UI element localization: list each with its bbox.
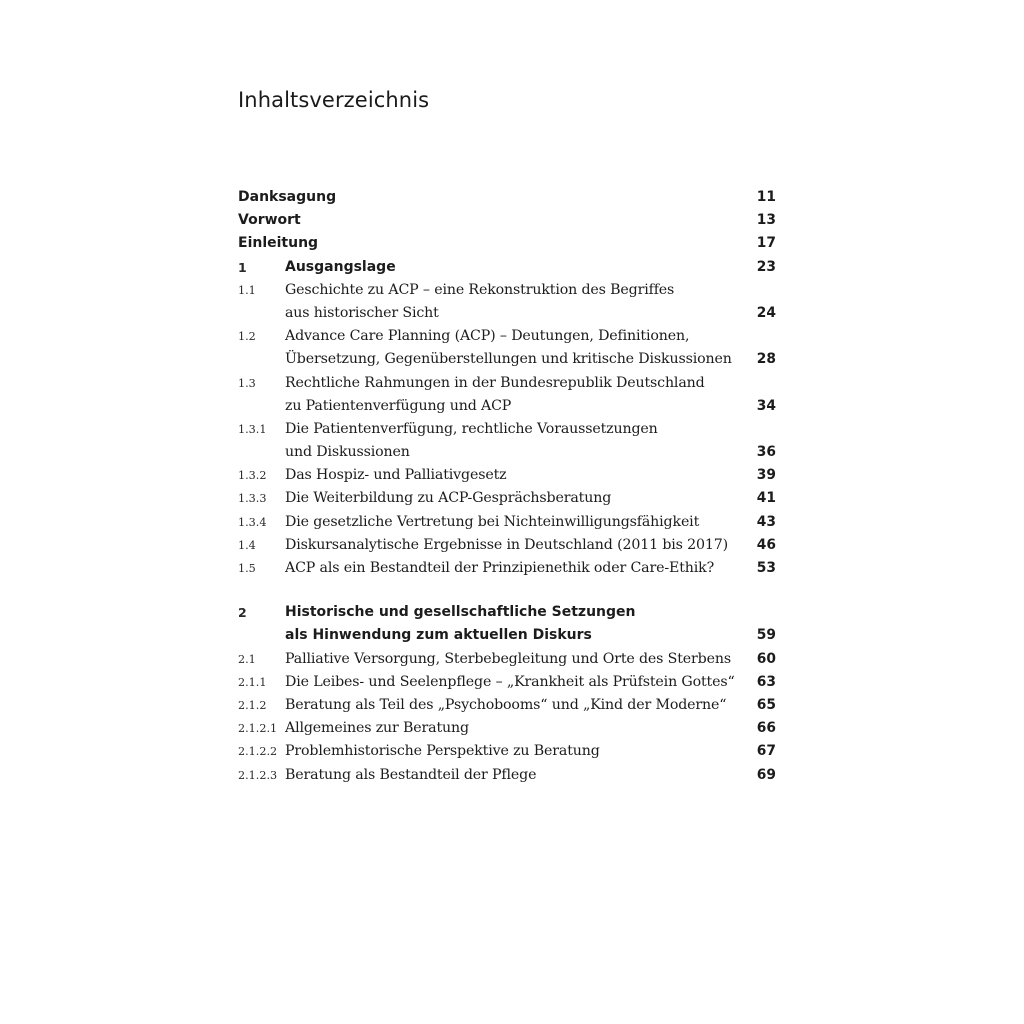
toc-entry-1-3-2	[238, 464, 778, 487]
toc-entry-2-1-2-3	[238, 764, 778, 787]
toc-entry-title: Die gesetzliche Vertretung bei Nichteinwilligungsfähigkeit	[285, 513, 700, 530]
toc-entry-number: 2.1	[238, 652, 256, 666]
toc-entry-number: 1.3.1	[238, 422, 267, 436]
toc-entry-title: und Diskussionen	[285, 444, 410, 461]
toc-entry-page: 60	[756, 650, 776, 667]
toc-entry-1-2-cont	[238, 348, 778, 371]
toc-entry-number: 1.4	[238, 538, 256, 552]
toc-entry-page: 46	[756, 536, 776, 553]
toc-entry-danksagung	[238, 186, 778, 209]
toc-entry-1-2	[238, 325, 778, 348]
toc-entry-einleitung	[238, 232, 778, 255]
toc-entry-1-3-1	[238, 418, 778, 441]
toc-entry-title: als Hinwendung zum aktuellen Diskurs	[285, 627, 592, 644]
toc-entry-number: 1.3.2	[238, 469, 267, 483]
toc-entry-page: 65	[756, 696, 776, 713]
toc-entry-number: 1.3.3	[238, 492, 267, 506]
toc-entry-title: Palliative Versorgung, Sterbebegleitung und Orte des Sterbens	[285, 650, 731, 667]
toc-entry-number: 1.2	[238, 330, 256, 344]
toc-entry-1-3-3	[238, 487, 778, 510]
toc-chapter-2-cont	[238, 624, 778, 647]
toc-entry-page: 43	[756, 513, 776, 530]
toc-entry-number: 1.3.4	[238, 515, 267, 529]
chapter-spacer	[238, 580, 778, 601]
toc-entry-page: 28	[756, 351, 776, 368]
toc-entry-title: Diskursanalytische Ergebnisse in Deutschland (2011 bis 2017)	[285, 536, 729, 553]
toc-entry-page: 13	[756, 212, 776, 229]
toc-entry-title: Übersetzung, Gegenüberstellungen und kritische Diskussionen	[285, 351, 732, 368]
toc-entry-2-1	[238, 648, 778, 671]
toc-entry-title: Geschichte zu ACP – eine Rekonstruktion des Begriffes	[285, 281, 675, 298]
toc-entry-title: Danksagung	[238, 189, 337, 205]
toc-entry-number: 2.1.1	[238, 675, 267, 689]
toc-entry-2-1-2-1	[238, 717, 778, 740]
toc-entry-2-1-2	[238, 694, 778, 717]
toc-entry-page: 36	[756, 444, 776, 461]
toc-entry-title: Vorwort	[238, 212, 301, 229]
table-of-contents	[238, 186, 778, 787]
toc-entry-title: Historische und gesellschaftliche Setzungen	[285, 604, 636, 621]
toc-entry-page: 23	[756, 258, 776, 275]
toc-entry-page: 24	[756, 304, 776, 321]
toc-entry-title: Beratung als Teil des „Psychobooms“ und „Kind der Moderne“	[285, 696, 727, 713]
toc-heading: Inhaltsverzeichnis	[238, 88, 430, 112]
toc-entry-number: 2.1.2.3	[238, 768, 278, 782]
toc-entry-number: 2	[238, 605, 247, 621]
toc-entry-1-4	[238, 534, 778, 557]
toc-entry-number: 2.1.2.2	[238, 745, 278, 759]
toc-entry-page: 69	[756, 766, 776, 783]
toc-entry-title: Die Patientenverfügung, rechtliche Voraussetzungen	[285, 420, 658, 437]
toc-entry-title: Beratung als Bestandteil der Pflege	[285, 766, 537, 783]
toc-entry-number: 2.1.2	[238, 698, 267, 712]
toc-entry-page: 34	[756, 397, 776, 414]
toc-entry-number: 1	[238, 259, 247, 275]
toc-entry-title: Das Hospiz- und Palliativgesetz	[285, 467, 507, 484]
toc-entry-number: 1.1	[238, 283, 256, 297]
toc-entry-title: Allgemeines zur Beratung	[285, 720, 469, 737]
toc-entry-title: Ausgangslage	[285, 258, 396, 275]
toc-entry-title: Rechtliche Rahmungen in der Bundesrepublik Deutschland	[285, 374, 705, 391]
toc-entry-page: 17	[756, 235, 776, 252]
toc-entry-page: 39	[756, 467, 776, 484]
toc-entry-page: 63	[756, 673, 776, 690]
toc-entry-page: 41	[756, 490, 776, 507]
toc-entry-page: 59	[756, 627, 776, 644]
toc-entry-number: 1.5	[238, 562, 256, 575]
toc-entry-1-1	[238, 279, 778, 302]
toc-entry-vorwort	[238, 209, 778, 232]
toc-entry-2-1-2-2	[238, 740, 778, 763]
toc-entry-title: Advance Care Planning (ACP) – Deutungen, Definitionen,	[285, 328, 690, 345]
toc-entry-title: ACP als ein Bestandteil der Prinzipienethik oder Care-Ethik?	[285, 560, 715, 576]
toc-entry-1-3-cont	[238, 395, 778, 418]
toc-entry-title: Die Weiterbildung zu ACP-Gesprächsberatung	[285, 490, 612, 507]
toc-entry-title: Die Leibes- und Seelenpflege – „Krankheit als Prüfstein Gottes“	[285, 673, 735, 690]
toc-chapter-1	[238, 256, 778, 279]
toc-entry-title: aus historischer Sicht	[285, 304, 439, 321]
toc-entry-page: 67	[756, 743, 776, 760]
toc-entry-page: 66	[756, 720, 776, 737]
toc-entry-title: Einleitung	[238, 235, 319, 252]
toc-entry-1-1-cont	[238, 302, 778, 325]
toc-entry-1-5	[238, 557, 778, 580]
toc-entry-1-3-4	[238, 511, 778, 534]
toc-entry-page: 53	[756, 560, 776, 576]
toc-entry-1-3	[238, 372, 778, 395]
toc-entry-number: 2.1.2.1	[238, 722, 278, 736]
toc-entry-page: 11	[756, 189, 776, 205]
toc-chapter-2	[238, 601, 778, 624]
toc-entry-1-3-1-cont	[238, 441, 778, 464]
toc-entry-number: 1.3	[238, 376, 256, 390]
toc-entry-2-1-1	[238, 671, 778, 694]
toc-entry-title: zu Patientenverfügung und ACP	[285, 397, 512, 414]
toc-entry-title: Problemhistorische Perspektive zu Beratung	[285, 743, 600, 760]
